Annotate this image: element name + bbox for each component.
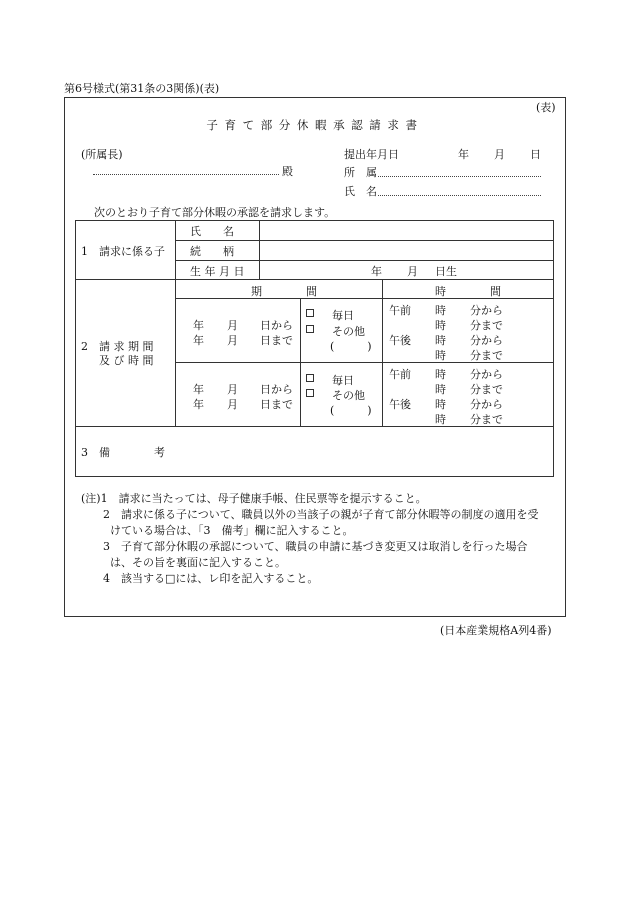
table-row-divider bbox=[175, 260, 554, 261]
submit-day-label: 日 bbox=[530, 148, 541, 161]
other-option-label: その他 bbox=[332, 325, 365, 338]
to-year: 年 bbox=[193, 398, 204, 411]
hour-label: 時 bbox=[435, 334, 446, 347]
form-number-label: 第6号様式(第31条の3関係)(表) bbox=[64, 82, 220, 95]
time-header: 時 間 bbox=[435, 285, 501, 298]
submit-date-label: 提出年月日 bbox=[344, 148, 399, 161]
note-item: 2 請求に係る子について、職員以外の当該子の親が子育て部分休暇等の制度の適用を受 bbox=[103, 508, 539, 521]
child-relation-field[interactable] bbox=[262, 241, 552, 258]
name-label: 氏 名 bbox=[344, 185, 377, 198]
table-col-divider bbox=[175, 220, 176, 426]
intro-text: 次のとおり子育て部分休暇の承認を請求します。 bbox=[94, 206, 336, 219]
to-minute-label: 分まで bbox=[470, 319, 503, 332]
table-border bbox=[75, 476, 554, 477]
from-minute-label: 分から bbox=[470, 368, 503, 381]
table-col-divider bbox=[382, 279, 383, 426]
note-item: けている場合は、「3 備考」欄に記入すること。 bbox=[110, 524, 354, 537]
note-item: 3 子育て部分休暇の承認について、職員の申請に基づき変更又は取消しを行った場合 bbox=[103, 540, 528, 553]
to-year: 年 bbox=[193, 334, 204, 347]
period-header: 期 間 bbox=[251, 285, 317, 298]
hour-label: 時 bbox=[435, 349, 446, 362]
other-checkbox[interactable] bbox=[306, 325, 314, 333]
from-year: 年 bbox=[193, 319, 204, 332]
section2-label-line2: 及 び 時 間 bbox=[99, 354, 154, 367]
section1-label: 1 請求に係る子 bbox=[81, 245, 165, 258]
pm-label: 午後 bbox=[389, 398, 411, 411]
from-day: 日から bbox=[260, 319, 293, 332]
table-col-divider bbox=[300, 298, 301, 426]
child-relation-label: 続 柄 bbox=[190, 245, 234, 258]
from-month: 月 bbox=[227, 383, 238, 396]
from-day: 日から bbox=[260, 383, 293, 396]
note-item: 4 該当する□には、レ印を記入すること。 bbox=[103, 572, 319, 585]
to-month: 月 bbox=[227, 398, 238, 411]
hour-label: 時 bbox=[435, 398, 446, 411]
name-field[interactable] bbox=[378, 195, 541, 196]
from-year: 年 bbox=[193, 383, 204, 396]
addressee-label: (所属長) bbox=[81, 148, 123, 161]
from-minute-label: 分から bbox=[470, 304, 503, 317]
birth-year-label: 年 bbox=[371, 265, 382, 278]
other-option-label: その他 bbox=[332, 389, 365, 402]
from-minute-label: 分から bbox=[470, 334, 503, 347]
daily-checkbox[interactable] bbox=[306, 374, 314, 382]
hour-label: 時 bbox=[435, 304, 446, 317]
table-border bbox=[553, 220, 554, 477]
remarks-field[interactable] bbox=[178, 429, 552, 475]
pm-label: 午後 bbox=[389, 334, 411, 347]
birth-day-label: 日生 bbox=[435, 265, 457, 278]
remarks-label: 3 備 考 bbox=[81, 446, 165, 459]
other-detail-paren[interactable]: ( ) bbox=[330, 340, 372, 353]
daily-checkbox[interactable] bbox=[306, 309, 314, 317]
honorific-label: 殿 bbox=[282, 165, 293, 178]
note-item: (注)1 請求に当たっては、母子健康手帳、住民票等を提示すること。 bbox=[81, 492, 427, 505]
table-border bbox=[75, 220, 76, 477]
to-minute-label: 分まで bbox=[470, 383, 503, 396]
to-day: 日まで bbox=[260, 334, 293, 347]
child-name-label: 氏 名 bbox=[190, 225, 234, 238]
table-row-divider bbox=[75, 279, 554, 280]
affiliation-field[interactable] bbox=[378, 176, 541, 177]
hour-label: 時 bbox=[435, 368, 446, 381]
table-col-divider bbox=[259, 220, 260, 279]
addressee-line[interactable] bbox=[93, 174, 279, 175]
section2-label-line1: 2 請 求 期 間 bbox=[81, 340, 154, 353]
to-minute-label: 分まで bbox=[470, 349, 503, 362]
to-day: 日まで bbox=[260, 398, 293, 411]
note-item: は、その旨を裏面に記入すること。 bbox=[110, 556, 286, 569]
submit-month-label: 月 bbox=[494, 148, 505, 161]
other-checkbox[interactable] bbox=[306, 389, 314, 397]
hour-label: 時 bbox=[435, 383, 446, 396]
hour-label: 時 bbox=[435, 319, 446, 332]
to-minute-label: 分まで bbox=[470, 413, 503, 426]
birth-month-label: 月 bbox=[407, 265, 418, 278]
from-month: 月 bbox=[227, 319, 238, 332]
affiliation-label: 所 属 bbox=[344, 166, 377, 179]
daily-option-label: 毎日 bbox=[332, 309, 354, 322]
to-month: 月 bbox=[227, 334, 238, 347]
from-minute-label: 分から bbox=[470, 398, 503, 411]
am-label: 午前 bbox=[389, 368, 411, 381]
child-birthdate-label: 生 年 月 日 bbox=[190, 265, 245, 278]
other-detail-paren[interactable]: ( ) bbox=[330, 404, 372, 417]
am-label: 午前 bbox=[389, 304, 411, 317]
paper-size-note: (日本産業規格A列4番) bbox=[440, 624, 552, 637]
form-title: 子育て部分休暇承認請求書 bbox=[206, 118, 424, 132]
daily-option-label: 毎日 bbox=[332, 374, 354, 387]
front-side-label: (表) bbox=[536, 101, 556, 114]
hour-label: 時 bbox=[435, 413, 446, 426]
child-name-field[interactable] bbox=[262, 221, 552, 238]
submit-year-label: 年 bbox=[458, 148, 469, 161]
